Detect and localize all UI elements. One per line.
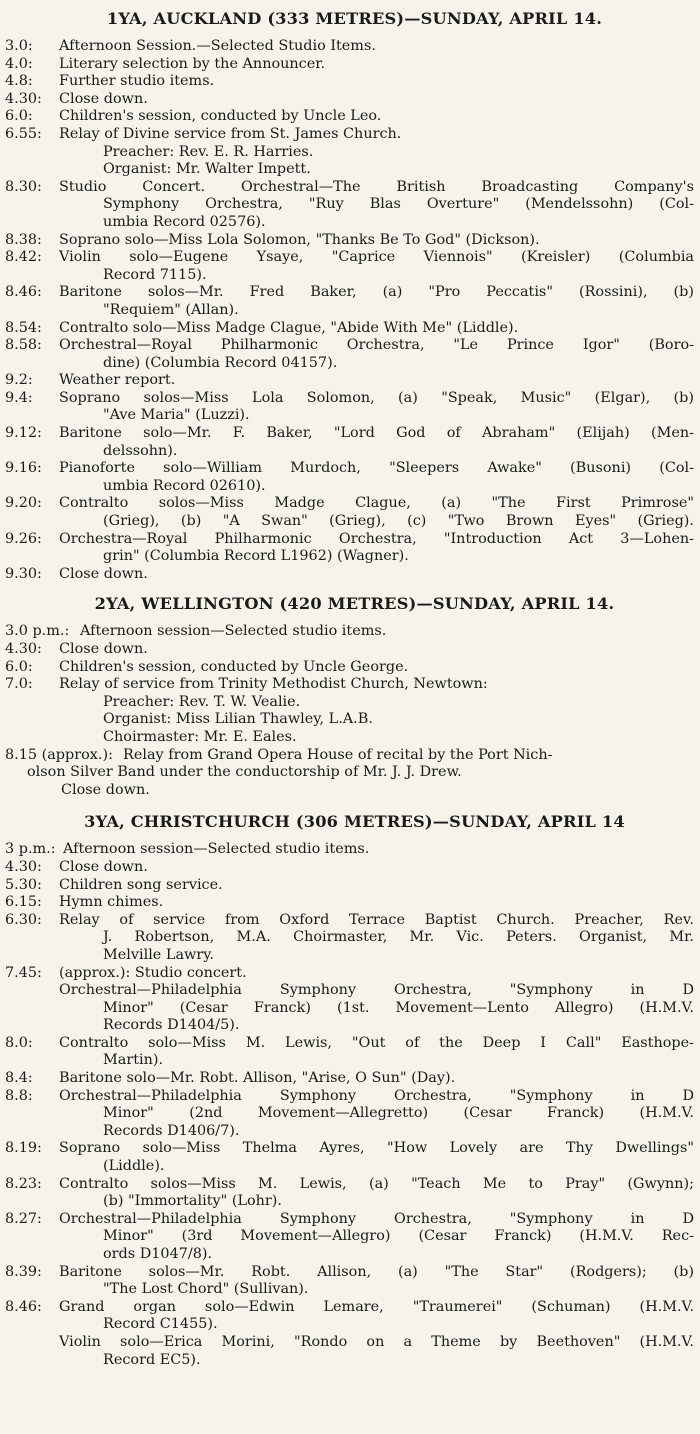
station-section-3ya xyxy=(5,811,694,1369)
entry-line: Orchestral—Philadelphia Symphony Orchestra, "Symphony in D xyxy=(59,1087,694,1104)
entry-line: Weather report. xyxy=(59,372,176,389)
entry-line: Soprano solos—Miss Lola Solomon, (a) "Speak, Music" (Elgar), (b) xyxy=(59,389,694,406)
entry-time: 9.30: xyxy=(5,565,42,582)
list-item xyxy=(5,1299,694,1369)
list-item xyxy=(5,1035,694,1070)
entry-line: delssohn). xyxy=(103,442,178,459)
list-item xyxy=(5,232,694,250)
entry-line: Orchestral—Royal Philharmonic Orchestra, "Le Prince Igor" (Boro- xyxy=(59,337,694,354)
entry-line: Organist: Mr. Walter Impett. xyxy=(103,161,311,178)
list-item xyxy=(5,495,694,530)
entry-time: 4.0: xyxy=(5,55,33,72)
entry-time: 8.54: xyxy=(5,319,42,336)
entry-time: 8.38: xyxy=(5,231,42,248)
list-item xyxy=(5,390,694,425)
entry-time: 8.19: xyxy=(5,1140,42,1157)
entry-line: Orchestral—Philadelphia Symphony Orchestra, "Symphony in D xyxy=(59,982,694,999)
entry-time: 4.8: xyxy=(5,73,33,90)
entry-time: 9.20: xyxy=(5,495,42,512)
entry-line: "Ave Maria" (Luzzi). xyxy=(103,407,250,424)
station-section-1ya xyxy=(5,8,694,583)
entry-line: Relay of Divine service from St. James Church. xyxy=(59,125,402,142)
entry-line: Martin). xyxy=(103,1052,164,1069)
entry-time: 8.30: xyxy=(5,178,42,195)
entry-line: Relay from Grand Opera House of recital by the Port Nich- xyxy=(123,746,553,763)
list-item xyxy=(5,108,694,126)
section-header: 1YA, AUCKLAND (333 METRES)—SUNDAY, APRIL 14. xyxy=(106,9,603,28)
entry-time: 6.0: xyxy=(5,658,33,675)
list-item xyxy=(5,337,694,372)
entry-time: 6.55: xyxy=(5,125,42,142)
entry-line: Organist: Miss Lilian Thawley, L.A.B. xyxy=(103,711,373,728)
entry-time: 8.46: xyxy=(5,284,42,301)
entry-line: olson Silver Band under the conductorship of Mr. J. J. Drew. xyxy=(27,764,462,781)
entry-line: Afternoon session—Selected studio items. xyxy=(80,623,387,640)
entry-line: Soprano solo—Miss Thelma Ayres, "How Lovely are Thy Dwellings" xyxy=(59,1140,694,1157)
entry-time: 4.30: xyxy=(5,641,42,657)
entry-line: Pianoforte solo—William Murdoch, "Sleepers Awake" (Busoni) (Col- xyxy=(59,460,694,477)
entry-line: Violin solo—Erica Morini, "Rondo on a Theme by Beethoven" (H.M.V. xyxy=(59,1333,694,1350)
list-item xyxy=(5,841,694,859)
list-item xyxy=(5,179,694,232)
entry-time: 8.8: xyxy=(5,1087,33,1104)
entry-line: Contralto solo—Miss Madge Clague, "Abide With Me" (Liddle). xyxy=(59,319,519,336)
entry-time: 3 p.m.: xyxy=(5,841,56,858)
list-item xyxy=(5,38,694,56)
list-item xyxy=(5,965,694,1035)
list-item xyxy=(5,747,694,800)
entry-time: 4.30: xyxy=(5,858,42,875)
entry-line: Children's session, conducted by Uncle Leo. xyxy=(59,108,382,125)
entry-line: J. Robertson, M.A. Choirmaster, Mr. Vic. Peters. Organist, Mr. xyxy=(103,929,694,946)
entry-line: grin" (Columbia Record L1962) (Wagner). xyxy=(103,548,409,565)
entry-line: umbia Record 02576). xyxy=(103,213,266,230)
entry-line: Record EC5). xyxy=(103,1351,201,1368)
entry-line: Children's session, conducted by Uncle George. xyxy=(59,658,409,675)
entry-line: (b) "Immortality" (Lohr). xyxy=(103,1193,282,1210)
entry-line: Baritone solo—Mr. F. Baker, "Lord God of Abraham" (Elijah) (Men- xyxy=(59,425,694,442)
entry-line: Minor" (2nd Movement—Allegretto) (Cesar Franck) (H.M.V. xyxy=(103,1105,694,1122)
list-item xyxy=(5,73,694,91)
entry-line: Preacher: Rev. T. W. Vealie. xyxy=(103,693,301,710)
entry-time: 8.23: xyxy=(5,1175,42,1192)
entry-line: (Liddle). xyxy=(103,1158,165,1175)
entry-line: Record C1455). xyxy=(103,1316,218,1333)
list-item xyxy=(5,1070,694,1088)
entry-line: Further studio items. xyxy=(59,73,215,90)
entry-line: Melville Lawry. xyxy=(103,946,215,963)
list-item xyxy=(5,566,694,584)
list-item xyxy=(5,320,694,338)
list-item xyxy=(5,249,694,284)
list-item xyxy=(5,460,694,495)
list-item xyxy=(5,372,694,390)
entry-line: Records D1406/7). xyxy=(103,1122,240,1139)
entry-time: 4.30: xyxy=(5,90,42,107)
entry-time: 8.4: xyxy=(5,1070,33,1087)
entry-line: Close down. xyxy=(59,90,148,107)
entry-time: 3.0 p.m.: xyxy=(5,623,70,640)
entry-line: Grand organ solo—Edwin Lemare, "Traumerei" (Schuman) (H.M.V. xyxy=(59,1298,694,1315)
entry-line: Afternoon Session.—Selected Studio Items. xyxy=(59,38,376,54)
entry-line: Minor" (3rd Movement—Allegro) (Cesar Franck) (H.M.V. Rec- xyxy=(103,1228,694,1245)
entry-time: 6.15: xyxy=(5,894,42,911)
entry-line: "Requiem" (Allan). xyxy=(103,301,239,318)
list-item xyxy=(5,91,694,109)
entry-line: Relay of service from Trinity Methodist Church, Newtown: xyxy=(59,676,488,693)
entry-time: 9.16: xyxy=(5,460,42,477)
list-item xyxy=(5,56,694,74)
entry-line: Preacher: Rev. E. R. Harries. xyxy=(103,143,314,160)
entry-time: 9.12: xyxy=(5,425,42,442)
list-item xyxy=(5,1176,694,1211)
entry-time: 3.0: xyxy=(5,38,33,54)
entry-line: Relay of service from Oxford Terrace Baptist Church. Preacher, Rev. xyxy=(59,911,694,928)
list-item xyxy=(5,126,694,179)
list-item xyxy=(5,531,694,566)
entry-line: Record 7115). xyxy=(103,266,207,283)
list-item xyxy=(5,623,694,641)
entry-line: Symphony Orchestra, "Ruy Blas Overture" (Mendelssohn) (Col- xyxy=(103,196,694,213)
entry-time: 8.39: xyxy=(5,1263,42,1280)
entry-time: 9.4: xyxy=(5,389,33,406)
entry-line: umbia Record 02610). xyxy=(103,477,266,494)
entry-time: 8.46: xyxy=(5,1298,42,1315)
entry-line: Afternoon session—Selected studio items. xyxy=(63,841,370,858)
entry-line: Hymn chimes. xyxy=(59,894,164,911)
entry-line: Baritone solo—Mr. Robt. Allison, "Arise, O Sun" (Day). xyxy=(59,1070,456,1087)
list-item xyxy=(5,659,694,677)
list-item xyxy=(5,284,694,319)
entry-time: 7.45: xyxy=(5,964,42,981)
entry-line: Studio Concert. Orchestral—The British Broadcasting Company's xyxy=(59,178,694,195)
entry-line: Soprano solo—Miss Lola Solomon, "Thanks Be To God" (Dickson). xyxy=(59,231,540,248)
list-item xyxy=(5,1140,694,1175)
list-item xyxy=(5,859,694,877)
entry-line: Records D1404/5). xyxy=(103,1017,240,1034)
entry-line: ords D1047/8). xyxy=(103,1246,213,1262)
entry-time: 8.0: xyxy=(5,1034,33,1051)
entry-line: Close down. xyxy=(59,565,148,582)
entry-line: Baritone solos—Mr. Robt. Allison, (a) "The Star" (Rodgers); (b) xyxy=(59,1263,694,1280)
entry-line: Orchestra—Royal Philharmonic Orchestra, "Introduction Act 3—Lohen- xyxy=(59,530,694,547)
entry-line: "The Lost Chord" (Sullivan). xyxy=(103,1281,309,1298)
entry-time: 5.30: xyxy=(5,876,42,893)
list-item xyxy=(5,641,694,659)
list-item xyxy=(5,1264,694,1299)
entry-line: Orchestral—Philadelphia Symphony Orchestra, "Symphony in D xyxy=(59,1210,694,1227)
entry-line: Close down. xyxy=(61,781,150,798)
entry-line: (Grieg), (b) "A Swan" (Grieg), (c) "Two Brown Eyes" (Grieg). xyxy=(103,513,694,530)
entry-time: 9.2: xyxy=(5,372,33,389)
list-item xyxy=(5,877,694,895)
entry-line: Close down. xyxy=(59,641,148,657)
list-item xyxy=(5,894,694,912)
entry-line: Baritone solos—Mr. Fred Baker, (a) "Pro Peccatis" (Rossini), (b) xyxy=(59,284,694,301)
entry-line: Close down. xyxy=(59,858,148,875)
entry-line: Violin solo—Eugene Ysaye, "Caprice Viennois" (Kreisler) (Columbia xyxy=(59,249,694,266)
entry-time: 9.26: xyxy=(5,530,42,547)
entry-line: (approx.): Studio concert. xyxy=(59,964,247,981)
entry-line: Minor" (Cesar Franck) (1st. Movement—Lento Allegro) (H.M.V. xyxy=(103,999,694,1016)
entry-line: Contralto solo—Miss M. Lewis, "Out of the Deep I Call" Easthope- xyxy=(59,1034,694,1051)
entry-line: Children song service. xyxy=(59,876,223,893)
entry-line: Literary selection by the Announcer. xyxy=(59,55,326,72)
entry-time: 8.27: xyxy=(5,1210,42,1227)
list-item xyxy=(5,676,694,746)
list-item xyxy=(5,425,694,460)
entry-line: Choirmaster: Mr. E. Eales. xyxy=(103,728,297,745)
entry-line: dine) (Columbia Record 04157). xyxy=(103,354,338,371)
list-item xyxy=(5,1088,694,1141)
entry-time: 6.30: xyxy=(5,911,42,928)
entry-line: Contralto solos—Miss M. Lewis, (a) "Teach Me to Pray" (Gwynn); xyxy=(59,1175,694,1192)
entry-time: 6.0: xyxy=(5,108,33,125)
entry-time: 8.42: xyxy=(5,249,42,266)
entry-time: 8.15 (approx.): xyxy=(5,746,113,763)
section-header: 3YA, CHRISTCHURCH (306 METRES)—SUNDAY, APRIL 14 xyxy=(84,812,625,832)
entry-time: 8.58: xyxy=(5,337,42,354)
list-item xyxy=(5,912,694,965)
entry-time: 7.0: xyxy=(5,676,33,693)
entry-line: Contralto solos—Miss Madge Clague, (a) "The First Primrose" xyxy=(59,495,694,512)
list-item xyxy=(5,1211,694,1264)
section-header: 2YA, WELLINGTON (420 METRES)—SUNDAY, APRIL 14. xyxy=(94,594,615,614)
station-section-2ya xyxy=(5,593,694,799)
